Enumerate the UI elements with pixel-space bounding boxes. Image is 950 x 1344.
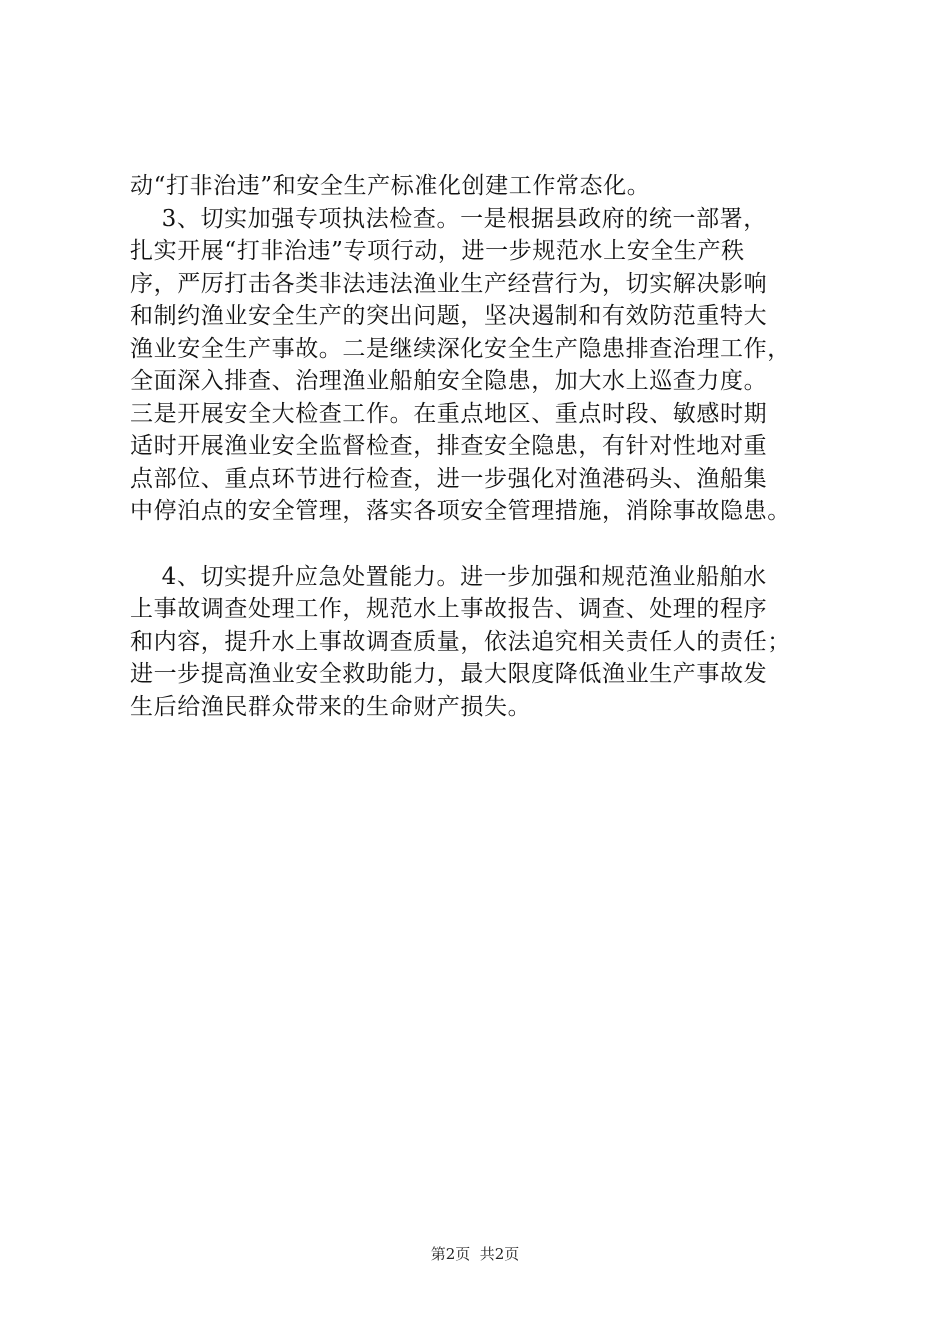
text-line: 扎实开展“打非治违”专项行动，进一步规范水上安全生产秩 — [130, 238, 745, 264]
text-line: 生后给渔民群众带来的生命财产损失。 — [130, 693, 532, 720]
text-line: 点部位、重点环节进行检查，进一步强化对渔港码头、渔船集 — [130, 465, 768, 492]
paragraph-4 — [130, 561, 850, 724]
text-line: 和内容，提升水上事故调查质量，依法追究相关责任人的责任； — [130, 628, 791, 655]
text-line: 渔业安全生产事故。二是继续深化安全生产隐患排查治理工作， — [130, 335, 791, 362]
text-line: 上事故调查处理工作，规范水上事故报告、调查、处理的程序 — [130, 596, 768, 622]
text-line: 三是开展安全大检查工作。在重点地区、重点时段、敏感时期 — [130, 400, 768, 427]
paragraph-gap — [130, 528, 850, 561]
text-line: 3、切实加强专项执法检查。一是根据县政府的统一部署， — [130, 205, 767, 232]
text-line: 序，严厉打击各类非法违法渔业生产经营行为，切实解决影响 — [130, 270, 768, 297]
text-line: 中停泊点的安全管理，落实各项安全管理措施，消除事故隐患。 — [130, 498, 791, 524]
paragraph-3 — [130, 203, 850, 528]
text-line: 和制约渔业安全生产的突出问题，坚决遏制和有效防范重特大 — [130, 303, 768, 329]
text-line: 4、切实提升应急处置能力。进一步加强和规范渔业船舶水 — [130, 563, 767, 590]
text-line: 全面深入排查、治理渔业船舶安全隐患，加大水上巡查力度。 — [130, 368, 768, 394]
paragraph-continuation — [130, 170, 850, 203]
page-number-label: 第2页 共2页 — [430, 1245, 520, 1263]
page-footer — [0, 1244, 950, 1264]
document-body — [130, 170, 850, 723]
text-line: 动“打非治违”和安全生产标准化创建工作常态化。 — [130, 173, 651, 199]
text-line: 进一步提高渔业安全救助能力，最大限度降低渔业生产事故发 — [130, 661, 768, 687]
text-line: 适时开展渔业安全监督检查，排查安全隐患，有针对性地对重 — [130, 433, 768, 459]
